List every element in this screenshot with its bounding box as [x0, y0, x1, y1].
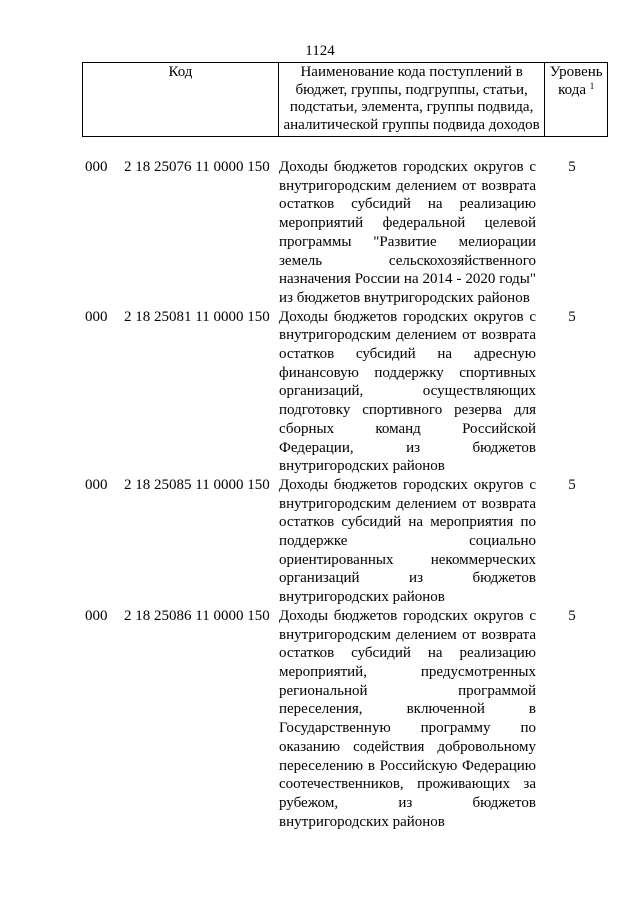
code-level: 5	[568, 476, 576, 493]
header-level-label: Уровень кода	[549, 64, 603, 98]
table-row	[82, 158, 608, 308]
code-level: 5	[568, 159, 576, 175]
header-level	[545, 63, 608, 137]
admin-code: 000	[85, 308, 108, 325]
income-code: 2 18 25085 11 0000 150	[124, 476, 270, 493]
code-level: 5	[568, 607, 576, 624]
admin-code: 000	[85, 607, 108, 624]
header-code: Код	[83, 63, 279, 137]
table-row	[82, 308, 608, 476]
income-code: 2 18 25076 11 0000 150	[124, 159, 270, 175]
code-level: 5	[568, 308, 576, 325]
income-code: 2 18 25086 11 0000 150	[124, 607, 270, 624]
table-body	[82, 158, 608, 831]
admin-code: 000	[85, 476, 108, 493]
admin-code: 000	[85, 159, 108, 175]
header-name: Наименование кода поступлений в бюджет, группы, подгруппы, статьи, подстатьи, элемента, группы подвида, аналитической группы подвида доходов	[278, 63, 545, 137]
income-name: Доходы бюджетов городских округов с внутригородским делением от возврата остатков субсидий на реализацию мероприятий федеральной целевой программы "Развитие мелиорации земель сельскохозяйственного назначения России на 2014 - 2020 годы" из бюджетов внутригородских районов	[279, 159, 536, 306]
page-number: 1124	[305, 43, 335, 59]
footnote-marker: 1	[589, 80, 595, 91]
table-header	[82, 62, 608, 137]
table-row	[82, 607, 608, 831]
income-name: Доходы бюджетов городских округов с внутригородским делением от возврата остатков субсидий на реализацию мероприятий, предусмотренных региональной программой переселения, включенной в Государственную программу по оказанию содействия добровольному переселению в Российскую Федерацию соотечественников, проживающих за рубежом, из бюджетов внутригородских районов	[279, 607, 536, 830]
income-code: 2 18 25081 11 0000 150	[124, 308, 270, 325]
income-name: Доходы бюджетов городских округов с внутригородским делением от возврата остатков субсидий на адресную финансовую поддержку спортивных организаций, осуществляющих подготовку спортивного резерва для сборных команд Российской Федерации, из бюджетов внутригородских районов	[279, 308, 536, 475]
income-name: Доходы бюджетов городских округов с внутригородским делением от возврата остатков субсидий на мероприятия по поддержке социально ориентированных некоммерческих организаций из бюджетов внутригородских районов	[279, 476, 536, 606]
table-row	[82, 476, 608, 607]
